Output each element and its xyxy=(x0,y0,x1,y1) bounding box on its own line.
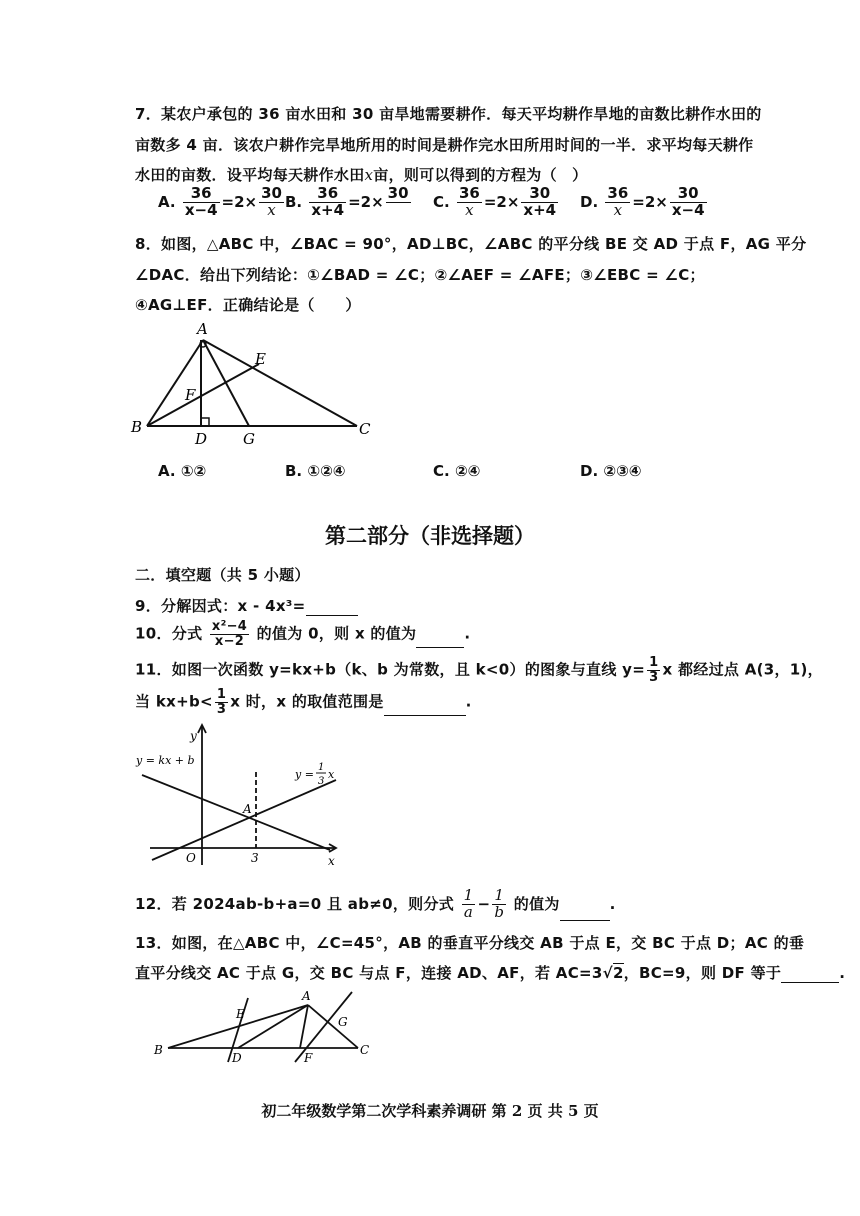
q12: 12．若 2024ab-b+a=0 且 ab≠0，则分式 $\frac{1}{a}$ − $\frac{1}{b}$ 的值为 . xyxy=(135,886,616,921)
q8-option-c[interactable]: C. ②④ xyxy=(433,462,481,480)
y-axis-label: y xyxy=(190,729,197,743)
line-kx-plus-b xyxy=(142,775,330,850)
line2-label: y = xyxy=(295,768,314,781)
q7-option-b[interactable]: B. $\frac{36}{x+4}$ =2× 30 xyxy=(285,184,409,219)
q13-answer-blank[interactable] xyxy=(781,968,839,983)
q11-answer-blank[interactable] xyxy=(384,701,466,716)
q13-triangle-figure xyxy=(150,990,380,1065)
q10-answer-blank[interactable] xyxy=(416,633,464,648)
q8-label-d: D xyxy=(195,430,208,448)
q8-label-f: F xyxy=(185,386,196,404)
q8-line3: ④AG⊥EF．正确结论是（ ） xyxy=(135,296,361,314)
line2-label-den: 3 xyxy=(318,776,325,787)
point-a-label: A xyxy=(243,802,252,816)
q7-option-c[interactable]: C. $\frac{36}{x}$ =2× $\frac{30}{x+4}$ xyxy=(433,184,557,219)
page-footer: 初二年级数学第二次学科素养调研 第 2 页 共 5 页 xyxy=(261,1102,599,1120)
q7-option-a[interactable]: A. $\frac{36}{x-4}$ =2× $\frac{30}{x}$ xyxy=(158,184,282,219)
q10: 10．分式 $\frac{\text{x²−4}}{x-2}$ 的值为 0，则 x 的值为 . xyxy=(135,619,471,649)
q13-line2: 直平分线交 AC 于点 G，交 BC 与点 F，连接 AD、AF，若 AC=3√2，BC=9，则 DF 等于 . xyxy=(135,964,846,982)
q8-line1: 8．如图，△ABC 中，∠BAC = 90°，AD⊥BC，∠ABC 的平分线 BE 交 AD 于点 F，AG 平分 xyxy=(135,235,807,253)
q7-line1: 7．某农户承包的 36 亩水田和 30 亩旱地需要耕作．每天平均耕作旱地的亩数比耕作水田的 xyxy=(135,105,762,123)
q8-label-e: E xyxy=(255,350,266,368)
q13-label-g: G xyxy=(338,1015,348,1029)
q13-label-d: D xyxy=(232,1051,242,1065)
q8-label-a: A xyxy=(197,320,208,338)
q13-line1: 13．如图，在△ABC 中，∠C=45°，AB 的垂直平分线交 AB 于点 E，交 BC 于点 D；AC 的垂 xyxy=(135,934,805,952)
q8-label-g: G xyxy=(243,430,255,448)
q8-option-a[interactable]: A. ①② xyxy=(158,462,207,480)
x-tick-3: 3 xyxy=(251,851,259,865)
q8-label-c: C xyxy=(359,420,371,438)
q13-label-c: C xyxy=(360,1043,370,1057)
q11-graph xyxy=(130,720,345,870)
line1-label: y = kx + b xyxy=(136,754,195,767)
origin-label: O xyxy=(186,851,196,865)
q12-answer-blank[interactable] xyxy=(560,906,610,921)
q8-triangle-figure xyxy=(125,318,385,448)
section-2-title: 第二部分（非选择题） xyxy=(325,523,535,548)
q7-line2: 亩数多 4 亩．该农户耕作完旱地所用的时间是耕作完水田所用时间的一半．求平均每天耕作 xyxy=(135,136,754,154)
q11-line1: 11．如图一次函数 y=kx+b（k、b 为常数，且 k<0）的图象与直线 y= $\frac{1}{3}$ x 都经过点 A(3，1)， xyxy=(135,655,823,685)
line2-label-num: 1 xyxy=(318,762,325,773)
q13-label-b: B xyxy=(154,1043,163,1057)
x-axis-label: x xyxy=(328,854,335,868)
q9-answer-blank[interactable] xyxy=(306,601,358,616)
q8-label-b: B xyxy=(131,418,143,436)
q8-option-b[interactable]: B. ①②④ xyxy=(285,462,346,480)
line2-label-x: x xyxy=(328,768,335,781)
q13-label-f: F xyxy=(304,1051,313,1065)
q7-option-d[interactable]: D. $\frac{36}{x}$ =2× $\frac{30}{x-4}$ xyxy=(580,184,705,219)
q8-option-d[interactable]: D. ②③④ xyxy=(580,462,642,480)
q8-line2: ∠DAC．给出下列结论：①∠BAD = ∠C；②∠AEF = ∠AFE；③∠EBC = ∠C； xyxy=(135,266,705,284)
part2-heading: 二．填空题（共 5 小题） xyxy=(135,566,310,584)
q11-line2: 当 kx+b< $\frac{1}{3}$ x 时，x 的取值范围是 . xyxy=(135,687,472,717)
q13-label-a: A xyxy=(302,990,311,1003)
q7-line3: 水田的亩数．设平均每天耕作水田x亩，则可以得到的方程为（ ） xyxy=(135,166,588,184)
q9: 9．分解因式：x - 4x³= xyxy=(135,595,358,616)
q13-label-e: E xyxy=(236,1007,245,1021)
